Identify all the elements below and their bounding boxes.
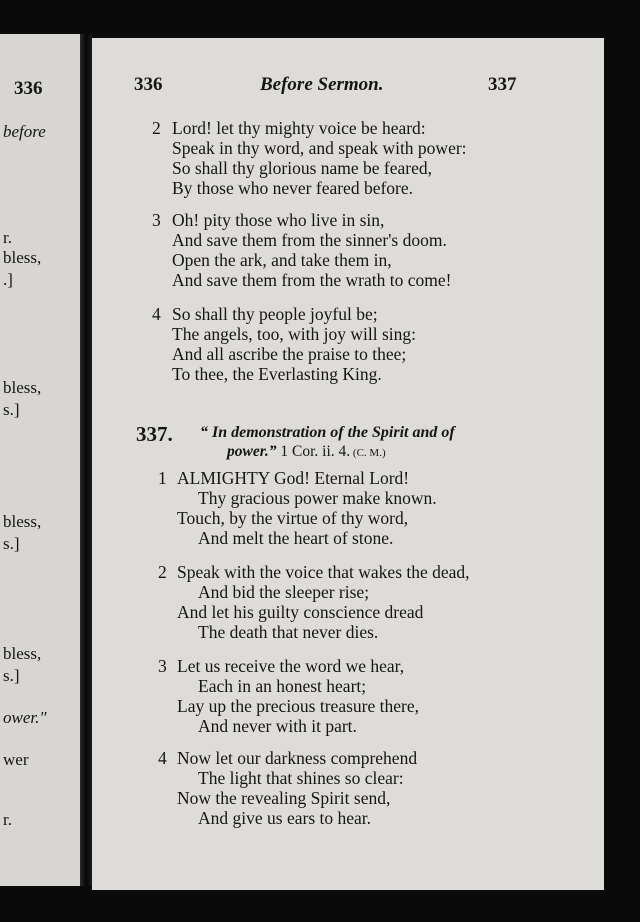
book-spine (80, 34, 92, 886)
left-header-page-number: 336 (134, 74, 163, 95)
left-fragment: bless, (3, 512, 42, 531)
left-page-number: 336 (14, 78, 43, 99)
verse-line: Now the revealing Spirit send, (177, 788, 391, 808)
meter-label: (C. M.) (350, 447, 386, 459)
left-fragment: s.] (3, 400, 20, 419)
verse-number: 4 (158, 748, 167, 768)
verse-line: And let his guilty conscience dread (177, 602, 424, 622)
verse-number: 2 (152, 118, 161, 138)
right-header-page-number: 337 (488, 74, 517, 95)
verse-line: Speak with the voice that wakes the dead, (177, 562, 470, 582)
left-page (0, 34, 80, 886)
left-fragment: bless, (3, 378, 42, 397)
left-fragment: .] (3, 270, 13, 289)
verse-number: 4 (152, 304, 161, 324)
left-fragment: wer (3, 750, 29, 769)
hymn-epigraph-line2 (227, 443, 386, 461)
verse-line: And melt the heart of stone. (198, 528, 394, 548)
verse-line: By those who never feared before. (172, 178, 414, 198)
running-title: Before Sermon. (260, 74, 384, 95)
verse-line: And all ascribe the praise to thee; (172, 344, 407, 364)
verse-line: The light that shines so clear: (198, 768, 404, 788)
verse-line: And give us ears to hear. (198, 808, 372, 828)
left-fragment: s.] (3, 666, 20, 685)
verse-line: To thee, the Everlasting King. (172, 364, 382, 384)
verse-line: ALMIGHTY God! Eternal Lord! (177, 468, 410, 488)
page-header (92, 74, 604, 98)
left-fragment: s.] (3, 534, 20, 553)
hymn-number: 337. (136, 422, 173, 446)
verse-line: Open the ark, and take them in, (172, 250, 392, 270)
right-page (92, 38, 604, 890)
verse-line: So shall thy glorious name be feared, (172, 158, 433, 178)
verse-number: 1 (158, 468, 167, 488)
left-fragment: r. (3, 228, 12, 247)
verse-line: And bid the sleeper rise; (198, 582, 370, 602)
left-fragment: before (3, 122, 46, 141)
verse-line: Lay up the precious treasure there, (177, 696, 419, 716)
left-fragment: ower." (3, 708, 47, 727)
verse-line: Let us receive the word we hear, (177, 656, 405, 676)
left-fragment: bless, (3, 248, 42, 267)
scripture-reference: 1 Cor. ii. 4. (276, 443, 351, 460)
verse-number: 2 (158, 562, 167, 582)
verse-line: Now let our darkness comprehend (177, 748, 418, 768)
verse-line: Touch, by the virtue of thy word, (177, 508, 409, 528)
verse-line: And save them from the wrath to come! (172, 270, 452, 290)
verse-line: Thy gracious power make known. (198, 488, 437, 508)
verse-line: So shall thy people joyful be; (172, 304, 378, 324)
verse-number: 3 (158, 656, 167, 676)
verse-line: Each in an honest heart; (198, 676, 367, 696)
verse-line: The death that never dies. (198, 622, 379, 642)
left-fragment: bless, (3, 644, 42, 663)
verse-line: Speak in thy word, and speak with power: (172, 138, 467, 158)
left-fragment: r. (3, 810, 12, 829)
hymn-epigraph: “ In demonstration of the Spirit and of (200, 424, 455, 441)
verse-number: 3 (152, 210, 161, 230)
verse-line: And never with it part. (198, 716, 357, 736)
verse-line: The angels, too, with joy will sing: (172, 324, 417, 344)
verse-line: Lord! let thy mighty voice be heard: (172, 118, 426, 138)
verse-line: And save them from the sinner's doom. (172, 230, 447, 250)
epigraph-word: power.” (227, 443, 277, 460)
verse-line: Oh! pity those who live in sin, (172, 210, 385, 230)
